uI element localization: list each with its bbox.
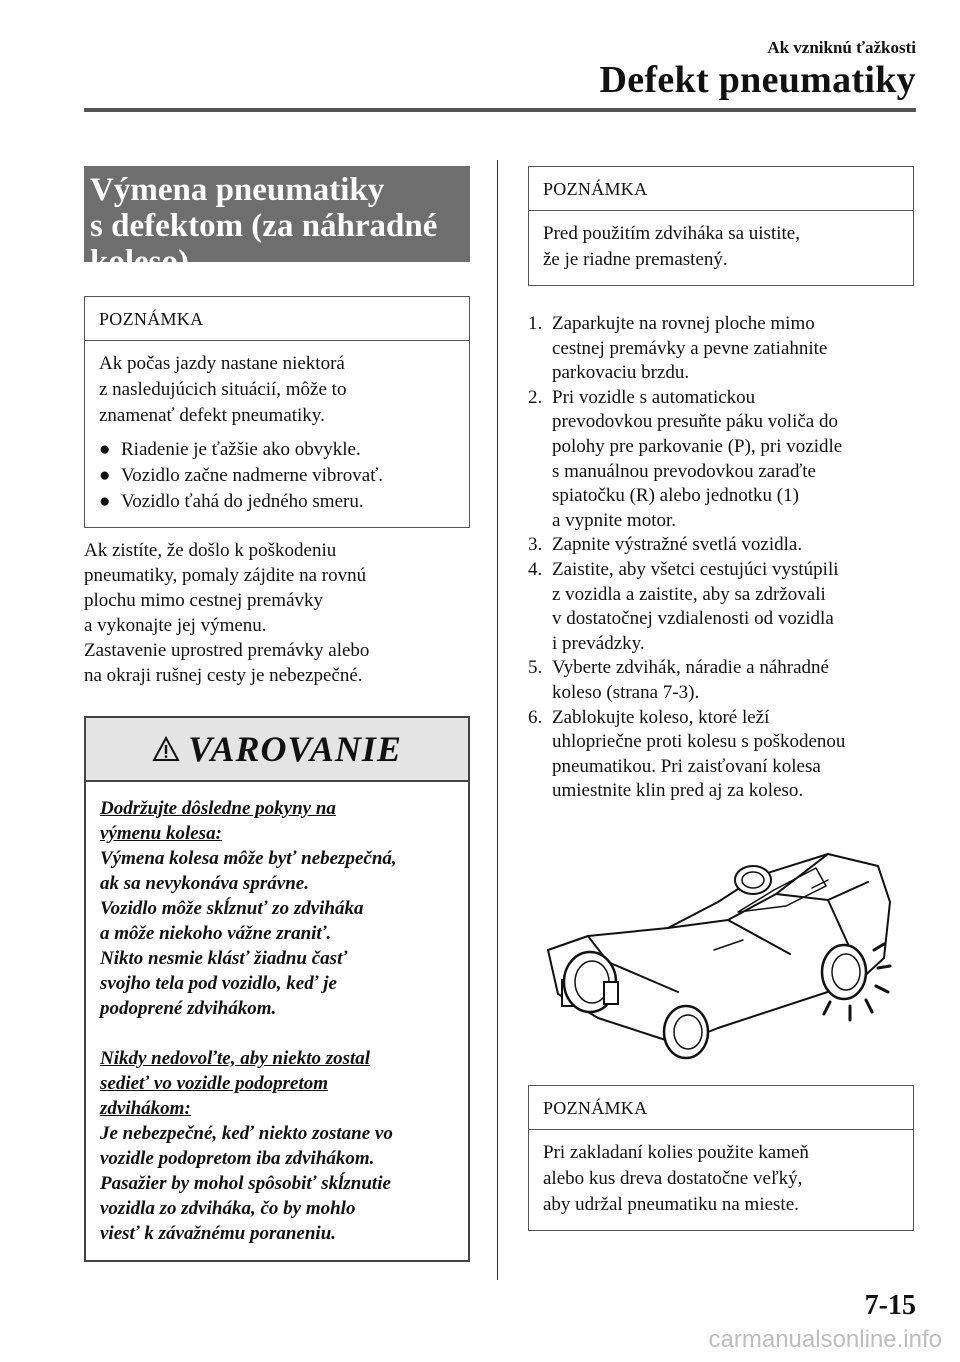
step-line: Pri vozidle s automatickou (552, 386, 756, 408)
note-line: z nasledujúcich situácií, môže to (99, 379, 347, 400)
note-line: Pri zakladaní kolies použite kameň (543, 1141, 809, 1163)
note-body (529, 211, 913, 285)
section-title-line: Výmena pneumatiky (90, 172, 385, 208)
step-line: s manuálnou prevodovkou zaraďte (552, 460, 816, 482)
list-item-text: Vozidlo začne nadmerne vibrovať. (121, 465, 384, 486)
running-header-title: Defekt pneumatiky (599, 59, 916, 101)
paragraph-line: pneumatiky, pomaly zájdite na rovnú (84, 565, 367, 586)
warning-subheading-line: Dodržujte dôsledne pokyny na (100, 798, 336, 819)
step-line: koleso (strana 7-3). (552, 681, 700, 703)
list-item (99, 463, 455, 489)
warning-line: viesť k závažnému poraneniu. (100, 1223, 337, 1244)
paragraph-line: na okraji rušnej cesty je nebezpečné. (84, 665, 363, 686)
step-line: Zapnite výstražné svetlá vozidla. (552, 534, 803, 556)
note-line: Pred použitím zdviháka sa uistite, (543, 223, 800, 244)
left-column (84, 166, 470, 1262)
note-body (85, 341, 469, 527)
note-line: Ak počas jazdy nastane niektorá (99, 353, 345, 374)
step-line: pneumatikou. Pri zaisťovaní kolesa (552, 755, 821, 777)
car-wheel-blocks-illustration (528, 832, 914, 1062)
warning-subheading-line: Nikdy nedovoľte, aby niekto zostal (100, 1048, 371, 1069)
step-number: 4. (528, 558, 543, 580)
warning-line: svojho tela pod vozidlo, keď je (100, 973, 337, 994)
bullet-icon: ● (99, 465, 111, 486)
step-line: i prevádzky. (552, 632, 645, 654)
warning-line: a môže niekoho vážne zraniť. (100, 923, 332, 944)
running-header-chapter: Ak vzniknú ťažkosti (767, 38, 916, 57)
step-line: spiatočku (R) alebo jednotku (1) (552, 485, 799, 507)
step-number: 1. (528, 313, 543, 334)
step-item (528, 706, 914, 804)
list-item-text: Riadenie je ťažšie ako obvykle. (121, 439, 361, 460)
intro-paragraph (84, 538, 470, 688)
warning-line: Je nebezpečné, keď niekto zostane vo (100, 1123, 393, 1144)
step-line: Vyberte zdvihák, náradie a náhradné (552, 657, 829, 679)
step-line: parkovaciu brzdu. (552, 362, 690, 384)
note-line: alebo kus dreva dostatočne veľký, (543, 1167, 803, 1189)
step-line: umiestnite klin pred aj za koleso. (552, 780, 804, 802)
list-item-text: Vozidlo ťahá do jedného smeru. (121, 491, 364, 512)
paragraph-line: a vykonajte jej výmenu. (84, 615, 267, 636)
note-heading: POZNÁMKA (529, 167, 913, 211)
section-title (84, 166, 470, 280)
note-line: znamenať defekt pneumatiky. (99, 405, 325, 426)
step-line: prevodovkou presuňte páku voliča do (552, 411, 838, 433)
paragraph-line: plochu mimo cestnej premávky (84, 590, 324, 611)
warning-line: Pasažier by mohol spôsobiť skĺznutie (100, 1173, 391, 1194)
warning-triangle-icon (152, 736, 180, 762)
step-item (528, 656, 914, 705)
header-rule (84, 108, 916, 112)
bullet-icon: ● (99, 439, 111, 460)
note-heading: POZNÁMKA (529, 1086, 913, 1130)
warning-line: vozidle podopretom iba zdvihákom. (100, 1148, 375, 1169)
wheel-icon (735, 866, 771, 894)
section-title-line: s defektom (za náhradné (90, 208, 438, 244)
step-item (528, 386, 914, 534)
step-line: polohy pre parkovanie (P), pri vozidle (552, 435, 843, 457)
warning-subheading-line: zdvihákom: (100, 1098, 191, 1119)
note-heading: POZNÁMKA (85, 297, 469, 341)
step-item (528, 533, 914, 558)
list-item (99, 437, 455, 463)
note-box-chocks (528, 1085, 914, 1231)
procedure-steps (528, 312, 914, 804)
step-line: Zaparkujte na rovnej ploche mimo (552, 313, 815, 334)
watermark: carmanualsonline.info (708, 1326, 942, 1353)
step-line: Zablokujte koleso, ktoré leží (552, 706, 770, 728)
warning-box (84, 716, 470, 1262)
warning-subheading-line: sedieť vo vozidle podopretom (100, 1073, 329, 1094)
paragraph-line: Zastavenie uprostred premávky alebo (84, 640, 370, 661)
step-number: 2. (528, 386, 543, 408)
warning-line: ak sa nevykonáva správne. (100, 873, 309, 894)
warning-line: vozidla zo zdviháka, čo by mohlo (100, 1198, 356, 1219)
paragraph-line: Ak zistíte, že došlo k poškodeniu (84, 540, 337, 561)
note-line: že je riadne premastený. (543, 249, 728, 270)
step-line: z vozidla a zaistite, aby sa zdržovali (552, 583, 826, 605)
warning-line: Nikto nesmie klásť žiadnu časť (100, 948, 348, 969)
step-number: 3. (528, 534, 543, 556)
step-number: 5. (528, 657, 543, 679)
step-line: v dostatočnej vzdialenosti od vozidla (552, 608, 834, 630)
warning-line: Vozidlo môže skĺznuť zo zdviháka (100, 898, 364, 919)
list-item (99, 489, 455, 515)
warning-line: podoprené zdvihákom. (100, 998, 277, 1019)
section-title-line: koleso) (90, 244, 189, 280)
bullet-icon: ● (99, 491, 111, 512)
warning-label: VAROVANIE (188, 729, 402, 769)
symptom-list (99, 437, 455, 515)
right-column (528, 166, 914, 1231)
note-line: aby udržal pneumatiku na mieste. (543, 1193, 799, 1215)
note-box-jack (528, 166, 914, 286)
warning-body (86, 782, 468, 1260)
page-number: 7-15 (864, 1290, 916, 1321)
warning-subheading-line: výmenu kolesa: (100, 823, 222, 844)
step-line: cestnej premávky a pevne zatiahnite (552, 337, 828, 359)
step-number: 6. (528, 706, 543, 728)
note-box-symptoms (84, 296, 470, 528)
step-item (528, 558, 914, 656)
note-body (529, 1130, 913, 1230)
step-line: Zaistite, aby všetci cestujúci vystúpili (552, 558, 839, 580)
step-line: a vypnite motor. (552, 509, 677, 531)
warning-line: Výmena kolesa môže byť nebezpečná, (100, 848, 397, 869)
warning-header (86, 718, 468, 782)
step-item (528, 312, 914, 386)
step-line: uhlopriečne proti kolesu s poškodenou (552, 731, 846, 753)
column-divider (497, 160, 498, 1280)
